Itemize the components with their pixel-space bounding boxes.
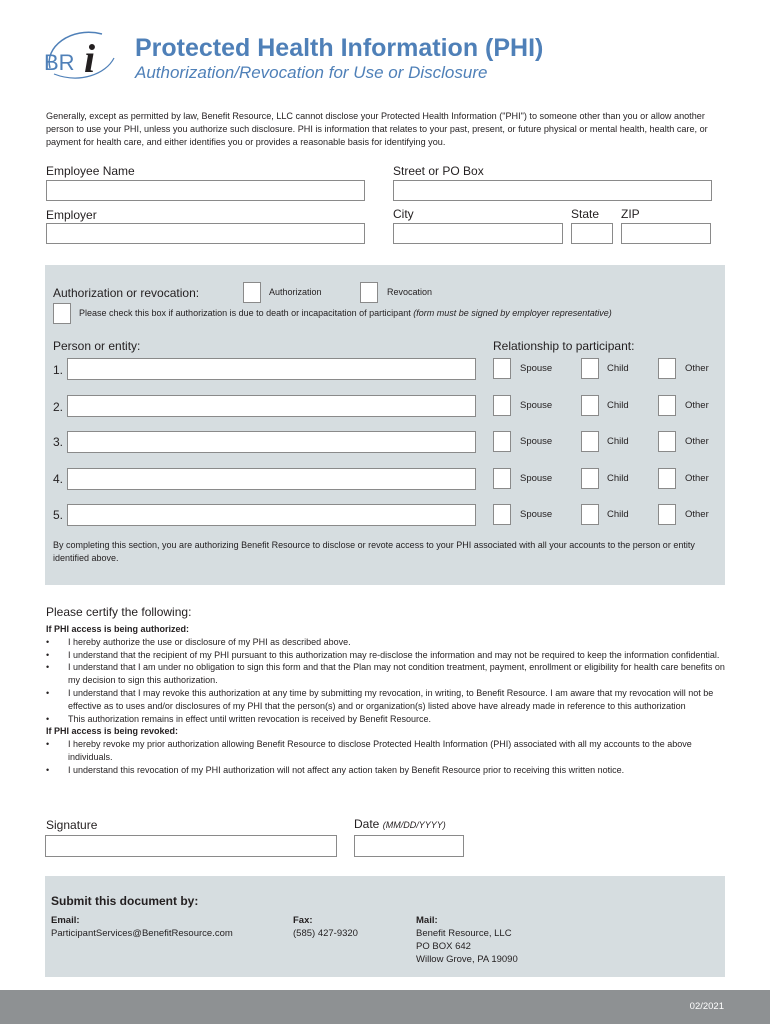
svg-text:i: i xyxy=(84,36,96,81)
list-item: • I understand this revocation of my PHI authorization will not affect any action taken by Benefit Resource prior to receiving this written notice. xyxy=(46,764,726,777)
person-entity-field-5[interactable] xyxy=(67,504,476,526)
death-incapacitation-checkbox[interactable] xyxy=(53,303,71,324)
signature-field[interactable] xyxy=(45,835,337,857)
svg-text:BR: BR xyxy=(44,50,75,75)
child-checkbox-3[interactable] xyxy=(581,431,599,452)
footer-bar xyxy=(0,990,770,1024)
zip-label: ZIP xyxy=(621,207,640,221)
other-checkbox-4[interactable] xyxy=(658,468,676,489)
spouse-checkbox-1[interactable] xyxy=(493,358,511,379)
employee-name-label: Employee Name xyxy=(46,164,135,178)
intro-paragraph: Generally, except as permitted by law, Benefit Resource, LLC cannot disclose your Protected Health Information ("PHI") to someone other than you or allow another person to use your PHI, unless you authorize such disclosure. PHI is information that relates to your past, present, or future physical or mental health, health care, or payment for health care, and either identifies you or provides a reasonable basis for identifying you. xyxy=(46,111,708,147)
child-label: Child xyxy=(607,509,629,520)
auth-or-revocation-label: Authorization or revocation: xyxy=(53,286,200,300)
signature-label: Signature xyxy=(46,818,98,832)
completion-note: By completing this section, you are authorizing Benefit Resource to disclose or revote access to your PHI associated with all your accounts to the person or entity identified above. xyxy=(53,540,695,563)
other-checkbox-5[interactable] xyxy=(658,504,676,525)
death-note xyxy=(79,308,612,318)
certify-heading: Please certify the following: xyxy=(46,605,192,619)
employer-label: Employer xyxy=(46,208,97,222)
row-number: 5. xyxy=(53,508,64,522)
state-field[interactable] xyxy=(571,223,613,244)
relationship-label: Relationship to participant: xyxy=(493,339,635,353)
other-label: Other xyxy=(685,400,709,411)
email-value[interactable]: ParticipantServices@BenefitResource.com xyxy=(51,928,233,939)
date-format-hint: (MM/DD/YYYY) xyxy=(382,820,446,830)
child-label: Child xyxy=(607,436,629,447)
mail-line: PO BOX 642 xyxy=(416,941,471,952)
revocation-label: Revocation xyxy=(387,287,433,297)
page-title: Protected Health Information (PHI) xyxy=(135,34,544,62)
employee-name-field[interactable] xyxy=(46,180,365,201)
row-number: 3. xyxy=(53,435,64,449)
child-label: Child xyxy=(607,363,629,374)
death-note-italic: (form must be signed by employer representative) xyxy=(413,308,612,318)
date-label: Date xyxy=(354,817,380,831)
authorization-checkbox[interactable] xyxy=(243,282,261,303)
spouse-checkbox-5[interactable] xyxy=(493,504,511,525)
spouse-checkbox-3[interactable] xyxy=(493,431,511,452)
fax-block xyxy=(293,914,358,940)
spouse-label: Spouse xyxy=(520,473,553,484)
other-label: Other xyxy=(685,473,709,484)
list-item: • I understand that the recipient of my PHI pursuant to this authorization may re-disclose the information and may not be required to keep the information confidential. xyxy=(46,649,726,662)
other-checkbox-2[interactable] xyxy=(658,395,676,416)
child-checkbox-4[interactable] xyxy=(581,468,599,489)
street-field[interactable] xyxy=(393,180,712,201)
spouse-label: Spouse xyxy=(520,509,553,520)
spouse-checkbox-2[interactable] xyxy=(493,395,511,416)
revocation-checkbox[interactable] xyxy=(360,282,378,303)
child-checkbox-2[interactable] xyxy=(581,395,599,416)
city-label: City xyxy=(393,207,414,221)
zip-field[interactable] xyxy=(621,223,711,244)
date-label-group xyxy=(354,817,446,831)
revoked-list xyxy=(46,738,726,776)
page-subtitle: Authorization/Revocation for Use or Disclosure xyxy=(135,63,488,82)
state-label: State xyxy=(571,207,600,221)
fax-value: (585) 427-9320 xyxy=(293,928,358,939)
mail-line: Benefit Resource, LLC xyxy=(416,928,512,939)
child-checkbox-5[interactable] xyxy=(581,504,599,525)
other-label: Other xyxy=(685,436,709,447)
mail-line: Willow Grove, PA 19090 xyxy=(416,954,518,965)
death-note-text: Please check this box if authorization is due to death or incapacitation of participant xyxy=(79,308,411,318)
mail-label: Mail: xyxy=(416,915,438,926)
mail-block xyxy=(416,914,518,966)
row-number: 1. xyxy=(53,363,64,377)
child-checkbox-1[interactable] xyxy=(581,358,599,379)
person-entity-field-2[interactable] xyxy=(67,395,476,417)
bri-logo xyxy=(40,24,120,86)
list-item: • This authorization remains in effect until written revocation is received by Benefit Resource. xyxy=(46,713,726,726)
row-number: 2. xyxy=(53,400,64,414)
child-label: Child xyxy=(607,400,629,411)
spouse-label: Spouse xyxy=(520,436,553,447)
person-entity-field-1[interactable] xyxy=(67,358,476,380)
list-item: • I hereby revoke my prior authorization allowing Benefit Resource to disclose Protected Health Information (PHI) associated with all my accounts to the above individuals. xyxy=(46,738,726,764)
other-label: Other xyxy=(685,363,709,374)
employer-field[interactable] xyxy=(46,223,365,244)
list-item: • I understand that I am under no obligation to sign this form and that the Plan may not condition treatment, payment, enrollment or eligibility for health care benefits on my decision to sign this authorization. xyxy=(46,661,726,687)
person-entity-field-3[interactable] xyxy=(67,431,476,453)
spouse-label: Spouse xyxy=(520,400,553,411)
fax-label: Fax: xyxy=(293,915,313,926)
street-label: Street or PO Box xyxy=(393,164,484,178)
list-item: • I understand that I may revoke this authorization at any time by submitting my revocation, in writing, to Benefit Resource. I am aware that my revocation will not be effective as to uses and/or disclosures of my PHI that the person(s) and or organization(s) listed above have already made in reference to this authorization xyxy=(46,687,726,713)
other-checkbox-1[interactable] xyxy=(658,358,676,379)
child-label: Child xyxy=(607,473,629,484)
person-entity-field-4[interactable] xyxy=(67,468,476,490)
list-item: • I hereby authorize the use or disclosure of my PHI as described above. xyxy=(46,636,726,649)
spouse-checkbox-4[interactable] xyxy=(493,468,511,489)
date-field[interactable] xyxy=(354,835,464,857)
email-label: Email: xyxy=(51,915,80,926)
authorized-list xyxy=(46,636,726,726)
other-checkbox-3[interactable] xyxy=(658,431,676,452)
other-label: Other xyxy=(685,509,709,520)
footer-date: 02/2021 xyxy=(689,1001,724,1012)
certification-text xyxy=(46,623,726,777)
email-block xyxy=(51,914,233,940)
authorization-label: Authorization xyxy=(269,287,322,297)
revoked-heading: If PHI access is being revoked: xyxy=(46,726,179,737)
person-entity-label: Person or entity: xyxy=(53,339,141,353)
authorized-heading: If PHI access is being authorized: xyxy=(46,624,190,634)
submit-heading: Submit this document by: xyxy=(51,894,199,908)
row-number: 4. xyxy=(53,472,64,486)
spouse-label: Spouse xyxy=(520,363,553,374)
city-field[interactable] xyxy=(393,223,563,244)
